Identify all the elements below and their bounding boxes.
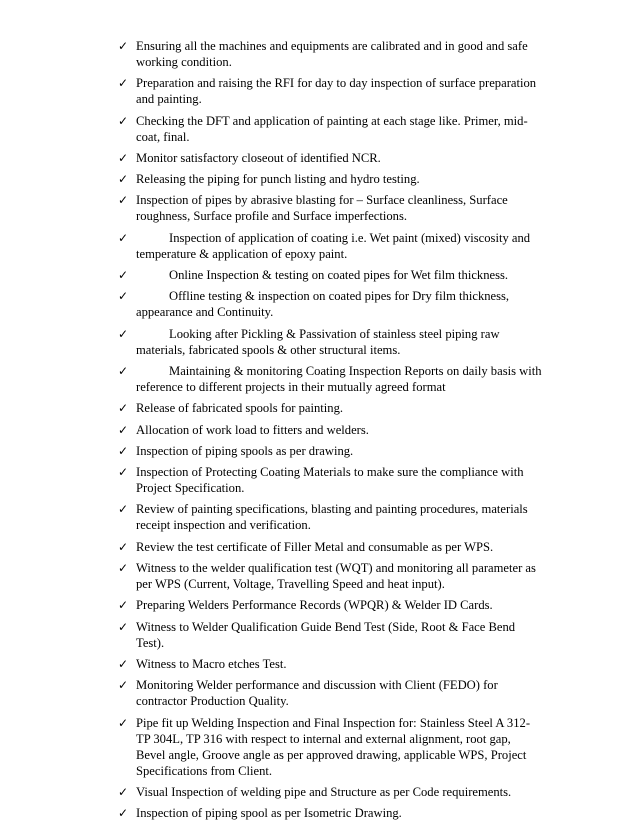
list-item — [0, 619, 638, 651]
list-item — [0, 715, 638, 779]
list-item — [0, 326, 638, 358]
list-item — [0, 805, 638, 821]
list-item — [0, 75, 638, 107]
list-item — [0, 464, 638, 496]
checkmark-icon: ✓ — [118, 268, 129, 283]
list-item-text: Inspection of piping spool as per Isometric Drawing. — [136, 806, 402, 821]
checkmark-icon: ✓ — [118, 561, 129, 576]
list-item-text: Online Inspection & testing on coated pipes for Wet film thickness. — [169, 268, 509, 283]
checkmark-icon: ✓ — [118, 76, 129, 91]
list-item-text: Witness to Macro etches Test. — [136, 656, 287, 671]
checkmark-icon: ✓ — [118, 806, 129, 821]
list-item — [0, 677, 638, 709]
list-item-text: Checking the DFT and application of painting at each stage like. Primer, mid-coat, final. — [136, 113, 528, 144]
list-item-text: Releasing the piping for punch listing and hydro testing. — [136, 172, 420, 187]
list-item-text: Witness to the welder qualification test (WQT) and monitoring all parameter as per WPS (Current, Voltage, Travelling Speed and heat input). — [136, 561, 536, 592]
checkmark-icon: ✓ — [118, 230, 129, 245]
checkmark-icon: ✓ — [118, 422, 129, 437]
list-item — [0, 363, 638, 395]
list-item-text: Review of painting specifications, blasting and painting procedures, materials receipt inspection and verification. — [136, 502, 528, 533]
list-item-text: Monitor satisfactory closeout of identified NCR. — [136, 150, 381, 165]
checkmark-icon: ✓ — [118, 656, 129, 671]
list-item — [0, 784, 638, 800]
checkmark-icon: ✓ — [118, 598, 129, 613]
list-item — [0, 38, 638, 70]
list-item-text: Maintaining & monitoring Coating Inspection Reports on daily basis with reference to different projects in their mutually agreed format — [136, 363, 542, 394]
list-item-text: Release of fabricated spools for painting. — [136, 401, 344, 416]
list-item — [0, 443, 638, 459]
list-item — [0, 597, 638, 613]
checkmark-icon: ✓ — [118, 150, 129, 165]
list-item — [0, 192, 638, 224]
list-item-text: Inspection of pipes by abrasive blasting for – Surface cleanliness, Surface roughness, Surface profile and Surface imperfections. — [136, 193, 508, 224]
checkmark-icon: ✓ — [118, 465, 129, 480]
list-item-text: Monitoring Welder performance and discussion with Client (FEDO) for contractor Production Quality. — [136, 678, 498, 709]
list-item — [0, 150, 638, 166]
list-item — [0, 288, 638, 320]
list-item — [0, 171, 638, 187]
list-item-text: Ensuring all the machines and equipments are calibrated and in good and safe working condition. — [136, 39, 528, 69]
list-item — [0, 422, 638, 438]
list-item-text: Offline testing & inspection on coated pipes for Dry film thickness, appearance and Continuity. — [136, 289, 510, 320]
list-item — [0, 656, 638, 672]
checkmark-icon: ✓ — [118, 715, 129, 730]
document-page — [0, 38, 638, 826]
checkmark-icon: ✓ — [118, 784, 129, 799]
checkmark-icon: ✓ — [118, 113, 129, 128]
list-item-text: Preparation and raising the RFI for day to day inspection of surface preparation and painting. — [136, 76, 537, 107]
list-item — [0, 267, 638, 283]
list-item — [0, 539, 638, 555]
checkmark-icon: ✓ — [118, 39, 129, 53]
checkmark-icon: ✓ — [118, 678, 129, 693]
checkmark-icon: ✓ — [118, 443, 129, 458]
list-item — [0, 230, 638, 262]
list-item — [0, 113, 638, 145]
list-item-text: Inspection of application of coating i.e. Wet paint (mixed) viscosity and temperature & application of epoxy paint. — [136, 230, 531, 261]
checkmark-icon: ✓ — [118, 193, 129, 208]
list-item — [0, 560, 638, 592]
list-item-text: Pipe fit up Welding Inspection and Final Inspection for: Stainless Steel A 312-TP 304L, TP 316 with respect to internal and external alignment, root gap, Bevel angle, Groove angle as per approved drawing, applicable WPS, Project Specifications from Client. — [136, 715, 531, 778]
checkmark-icon: ✓ — [118, 289, 129, 304]
list-item — [0, 400, 638, 416]
checkmark-icon: ✓ — [118, 363, 129, 378]
checkmark-icon: ✓ — [118, 326, 129, 341]
checkmark-icon: ✓ — [118, 539, 129, 554]
checkmark-icon: ✓ — [118, 502, 129, 517]
list-item-text: Allocation of work load to fitters and welders. — [136, 422, 369, 437]
checkmark-icon: ✓ — [118, 619, 129, 634]
list-item-text: Review the test certificate of Filler Metal and consumable as per WPS. — [136, 539, 494, 554]
list-item-text: Looking after Pickling & Passivation of stainless steel piping raw materials, fabricated spools & other structural items. — [136, 326, 500, 357]
list-item-text: Inspection of piping spools as per drawing. — [136, 443, 354, 458]
list-item-text: Preparing Welders Performance Records (WPQR) & Welder ID Cards. — [136, 598, 493, 613]
list-item-text: Inspection of Protecting Coating Materials to make sure the compliance with Project Specification. — [136, 465, 524, 496]
list-item-text: Witness to Welder Qualification Guide Bend Test (Side, Root & Face Bend Test). — [136, 619, 516, 650]
list-item — [0, 501, 638, 533]
checkmark-icon: ✓ — [118, 172, 129, 187]
list-item-text: Visual Inspection of welding pipe and Structure as per Code requirements. — [136, 784, 512, 799]
checkmark-icon: ✓ — [118, 401, 129, 416]
